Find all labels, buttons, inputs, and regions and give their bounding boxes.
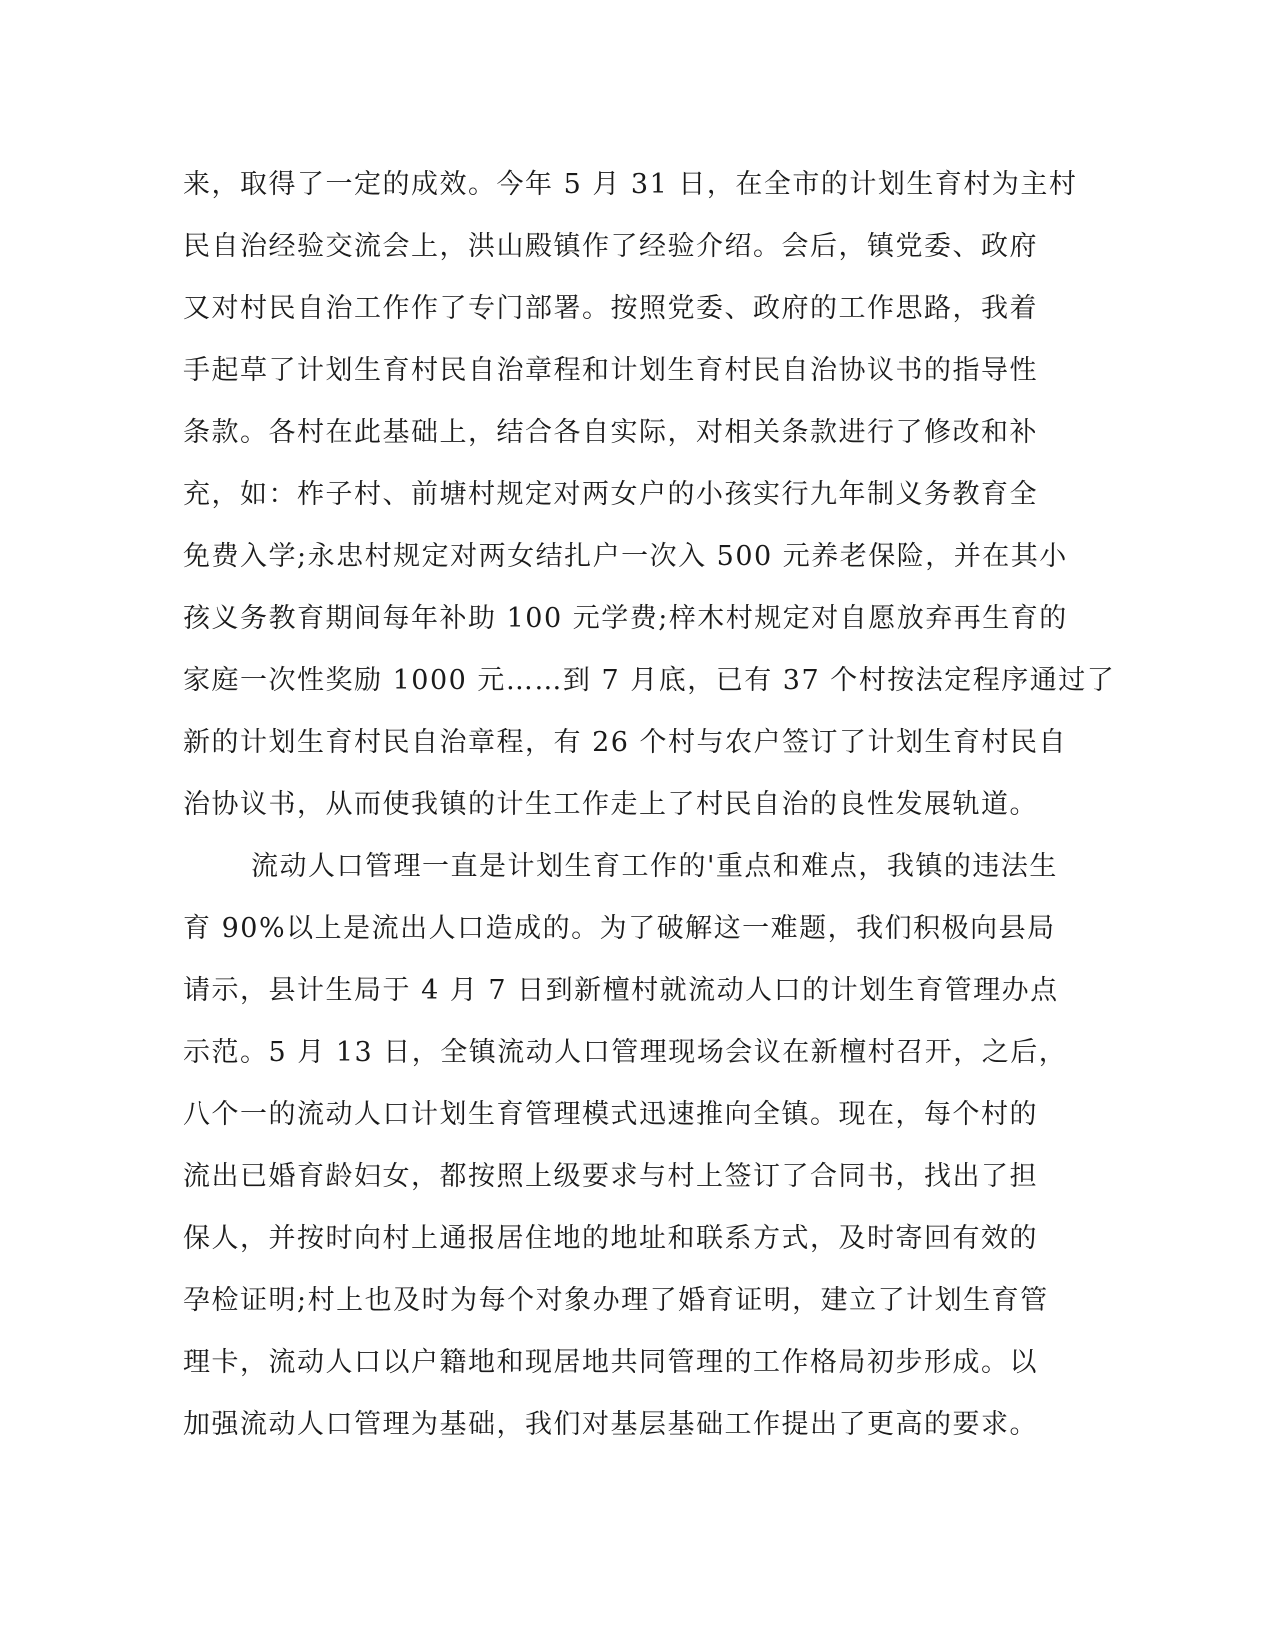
- text-line: 八个一的流动人口计划生育管理模式迅速推向全镇。现在，每个村的: [183, 1099, 1038, 1130]
- text-line: 请示，县计生局于 4 月 7 日到新檀村就流动人口的计划生育管理办点: [183, 975, 1059, 1006]
- text-line: 治协议书，从而使我镇的计生工作走上了村民自治的良性发展轨道。: [183, 789, 1038, 820]
- text-line: 又对村民自治工作作了专门部署。按照党委、政府的工作思路，我着: [183, 293, 1038, 324]
- paragraph-2: [183, 836, 1068, 1456]
- text-line: 加强流动人口管理为基础，我们对基层基础工作提出了更高的要求。: [183, 1409, 1038, 1440]
- text-line: 育 90%以上是流出人口造成的。为了破解这一难题，我们积极向县局: [183, 913, 1056, 944]
- text-line: 充，如：柞子村、前塘村规定对两女户的小孩实行九年制义务教育全: [183, 479, 1038, 510]
- text-line: 理卡，流动人口以户籍地和现居地共同管理的工作格局初步形成。以: [183, 1347, 1038, 1378]
- text-line: 流出已婚育龄妇女，都按照上级要求与村上签订了合同书，找出了担: [183, 1161, 1038, 1192]
- text-line: 新的计划生育村民自治章程，有 26 个村与农户签订了计划生育村民自: [183, 727, 1068, 758]
- text-line: 孕检证明;村上也及时为每个对象办理了婚育证明，建立了计划生育管: [183, 1285, 1049, 1316]
- text-line: 手起草了计划生育村民自治章程和计划生育村民自治协议书的指导性: [183, 355, 1038, 386]
- text-line: 流动人口管理一直是计划生育工作的'重点和难点，我镇的违法生: [251, 851, 1058, 882]
- text-line: 示范。5 月 13 日，全镇流动人口管理现场会议在新檀村召开，之后，: [183, 1037, 1068, 1068]
- text-line: 保人，并按时向村上通报居住地的地址和联系方式，及时寄回有效的: [183, 1223, 1038, 1254]
- paragraph-1: [183, 154, 1116, 836]
- text-line: 民自治经验交流会上，洪山殿镇作了经验介绍。会后，镇党委、政府: [183, 231, 1038, 262]
- text-line: 家庭一次性奖励 1000 元……到 7 月底，已有 37 个村按法定程序通过了: [183, 665, 1116, 696]
- text-line: 孩义务教育期间每年补助 100 元学费;梓木村规定对自愿放弃再生育的: [183, 603, 1068, 634]
- text-line: 来，取得了一定的成效。今年 5 月 31 日，在全市的计划生育村为主村: [183, 169, 1078, 200]
- text-line: 免费入学;永忠村规定对两女结扎户一次入 500 元养老保险，并在其小: [183, 541, 1068, 572]
- text-line: 条款。各村在此基础上，结合各自实际，对相关条款进行了修改和补: [183, 417, 1038, 448]
- document-body: [183, 154, 1116, 1456]
